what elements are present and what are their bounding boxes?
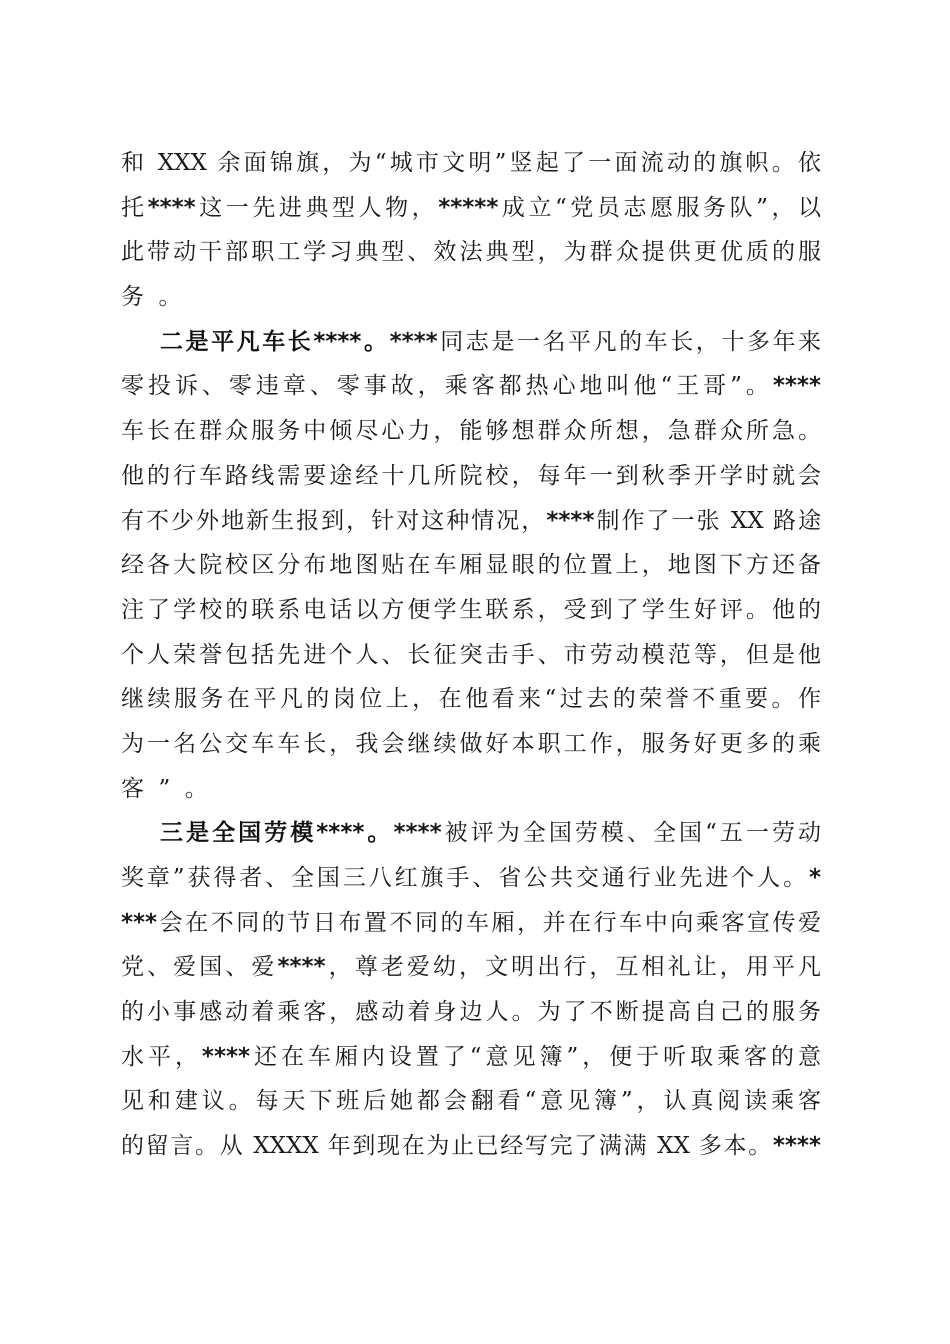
redacted-name: ****	[277, 954, 326, 981]
text-line: 的留言。从 XXXX 年到现在为止已经写完了满满 XX 多本。****	[121, 1133, 821, 1160]
redacted-name: *	[808, 865, 821, 891]
text-line: 的小事感动着乘客，感动着身边人。为了不断提高自己的服务	[121, 999, 821, 1026]
text-line: 和 XXX 余面锦旗，为“城市文明”竖起了一面流动的旗帜。依	[121, 150, 821, 176]
text-line: 务。	[121, 284, 196, 311]
text-line: 奖章”获得者、全国三八红旗手、省公共交通行业先进个人。*	[121, 865, 821, 891]
redacted-name: *****	[438, 194, 499, 221]
redacted-name: ****	[147, 194, 196, 221]
text-span: ****同志是一名平凡的车长，十多年来	[389, 328, 822, 355]
text-line: 注了学校的联系电话以方便学生联系，受到了学生好评。他的	[121, 596, 821, 623]
text-line: 有不少外地新生报到，针对这种情况，****制作了一张 XX 路途	[121, 507, 821, 534]
text-line: 车长在群众服务中倾尽心力，能够想群众所想，急群众所急。	[121, 418, 821, 445]
section-heading: 二是平凡车长****。	[160, 327, 390, 355]
text-line: 此带动干部职工学习典型、效法典型，为群众提供更优质的服	[121, 239, 821, 266]
text-line: 客”。	[121, 775, 223, 802]
text-line: 党、爱国、爱****，尊老爱幼，文明出行，互相礼让，用平凡	[121, 954, 822, 981]
text-line: 继续服务在平凡的岗位上，在他看来“过去的荣誉不重要。作	[121, 686, 821, 713]
redacted-name: ****	[546, 507, 595, 534]
redacted-name: ****	[316, 820, 365, 847]
redacted-name: ****	[201, 1043, 251, 1070]
document-body	[121, 141, 821, 1169]
text-line: 为一名公交车车长，我会继续做好本职工作，服务好更多的乘	[121, 730, 821, 757]
text-line: 零投诉、零违章、零事故，乘客都热心地叫他“王哥”。****	[121, 373, 821, 400]
redacted-name: ****	[393, 820, 442, 847]
text-line: 个人荣誉包括先进个人、长征突击手、市劳动模范等，但是他	[121, 641, 821, 668]
paragraph-first-line	[121, 811, 821, 856]
text-line: 经各大院校区分布地图贴在车厢显眼的位置上，地图下方还备	[121, 552, 821, 579]
text-span: ****被评为全国劳模、全国“五一劳动	[393, 820, 822, 847]
redacted-name: ****	[389, 328, 438, 355]
paragraph-first-line	[121, 320, 821, 365]
text-line: 水平，****还在车厢内设置了“意见簿”，便于听取乘客的意	[121, 1043, 821, 1070]
section-heading: 三是全国劳模****。	[160, 819, 394, 847]
redacted-name: ****	[772, 373, 821, 400]
redacted-name: ****	[772, 1133, 821, 1160]
text-line: 见和建议。每天下班后她都会翻看“意见簿”，认真阅读乘客	[121, 1088, 821, 1115]
text-line: ***会在不同的节日布置不同的车厢，并在行车中向乘客宣传爱	[121, 909, 821, 936]
redacted-name: ****	[313, 328, 362, 355]
text-line: 托****这一先进典型人物，*****成立“党员志愿服务队”，以	[121, 194, 822, 221]
redacted-name: ***	[121, 909, 158, 936]
text-line: 他的行车路线需要途经十几所院校，每年一到秋季开学时就会	[121, 462, 821, 489]
